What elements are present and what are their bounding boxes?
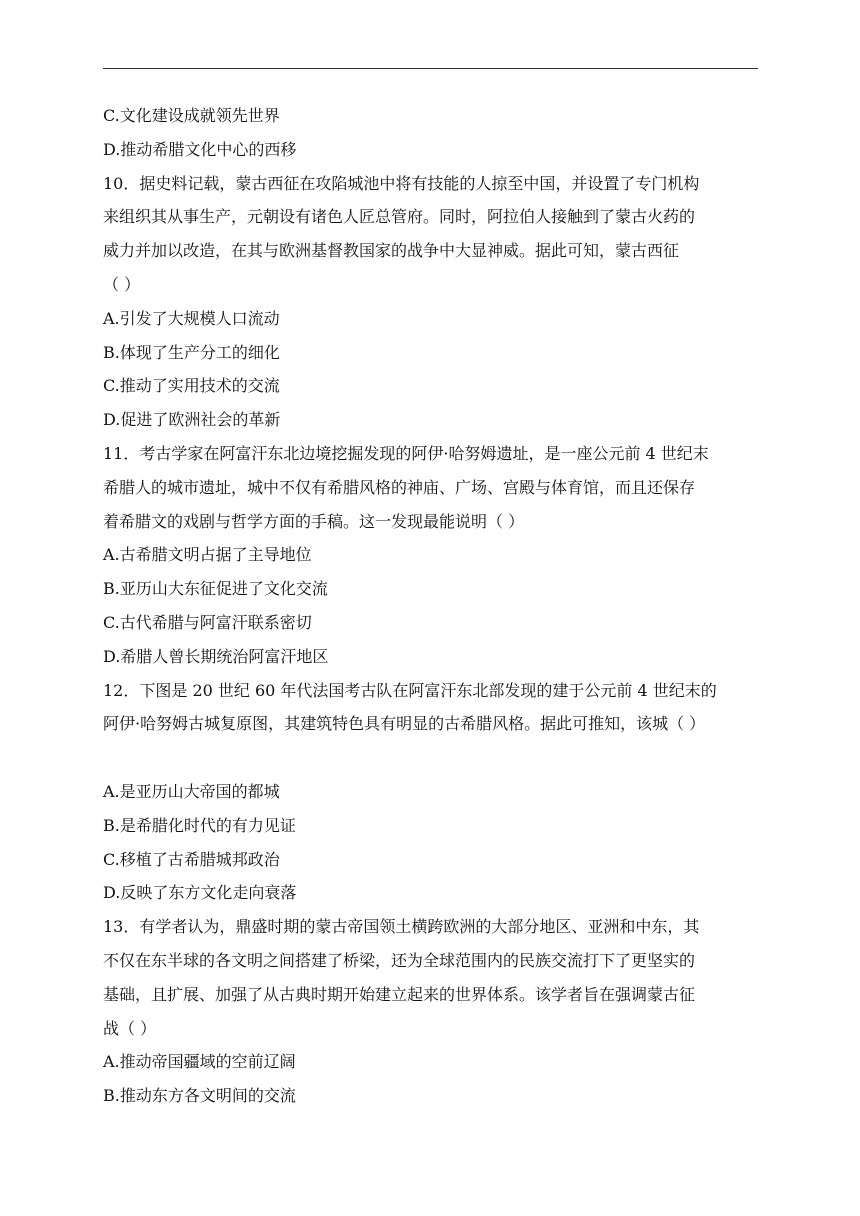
option-b: B.推动东方各文明间的交流 xyxy=(103,1086,296,1106)
question-10 xyxy=(103,167,763,437)
option-d: D.促进了欧洲社会的革新 xyxy=(103,410,281,430)
option-d: D.反映了东方文化走向衰落 xyxy=(103,883,297,903)
question-stem-line: 10．据史料记载，蒙古西征在攻陷城池中将有技能的人掠至中国，并设置了专门机构 xyxy=(103,173,700,193)
question-stem-line: 希腊人的城市遗址，城中不仅有希腊风格的神庙、广场、宫殿与体育馆，而且还保存 xyxy=(103,477,696,497)
question-stem-line: 阿伊·哈努姆古城复原图，其建筑特色具有明显的古希腊风格。据此可推知，该城（ ） xyxy=(103,714,706,734)
question-stem-line: 来组织其从事生产，元朝设有诸色人匠总管府。同时，阿拉伯人接触到了蒙古火药的 xyxy=(103,207,696,227)
question-12 xyxy=(103,674,763,911)
option-b: B.是希腊化时代的有力见证 xyxy=(103,815,296,835)
figure-placeholder xyxy=(103,741,763,775)
option-c: C.推动了实用技术的交流 xyxy=(103,376,280,396)
header-rule xyxy=(103,68,758,69)
option-b: B.体现了生产分工的细化 xyxy=(103,342,280,362)
option-a: A.古希腊文明占据了主导地位 xyxy=(103,545,312,565)
question-stem-line: 战（ ） xyxy=(103,1018,157,1038)
option-a: A.是亚历山大帝国的都城 xyxy=(103,781,280,801)
option-d: D.希腊人曾长期统治阿富汗地区 xyxy=(103,646,329,666)
option-c: C.古代希腊与阿富汗联系密切 xyxy=(103,612,312,632)
question-stem-line: 威力并加以改造，在其与欧洲基督教国家的战争中大显神威。据此可知，蒙古西征 xyxy=(103,241,680,261)
option-d: D.推动希腊文化中心的西移 xyxy=(103,139,297,159)
question-stem-line: 13．有学者认为，鼎盛时期的蒙古帝国领土横跨欧洲的大部分地区、亚洲和中东，其 xyxy=(103,917,700,937)
question-11 xyxy=(103,437,763,674)
question-stem-line: 着希腊文的戏剧与哲学方面的手稿。这一发现最能说明（ ） xyxy=(103,511,525,531)
option-c: C.移植了古希腊城邦政治 xyxy=(103,849,280,869)
question-stem-line: （ ） xyxy=(103,274,141,294)
question-stem-line: 基础，且扩展、加强了从古典时期开始建立起来的世界体系。该学者旨在强调蒙古征 xyxy=(103,984,696,1004)
question-13 xyxy=(103,910,763,1113)
option-a: A.推动帝国疆域的空前辽阔 xyxy=(103,1052,296,1072)
question-stem-line: 不仅在东半球的各文明之间搭建了桥梁，还为全球范围内的民族交流打下了更坚实的 xyxy=(103,950,696,970)
question-stem-line: 11．考古学家在阿富汗东北边境挖掘发现的阿伊·哈努姆遗址，是一座公元前 4 世纪末 xyxy=(103,443,709,463)
option-b: B.亚历山大东征促进了文化交流 xyxy=(103,579,328,599)
option-a: A.引发了大规模人口流动 xyxy=(103,308,280,328)
document-body xyxy=(103,99,763,1113)
option-c: C.文化建设成就领先世界 xyxy=(103,106,280,125)
question-stem-line: 12．下图是 20 世纪 60 年代法国考古队在阿富汗东北部发现的建于公元前 4 世纪末的 xyxy=(103,680,717,700)
